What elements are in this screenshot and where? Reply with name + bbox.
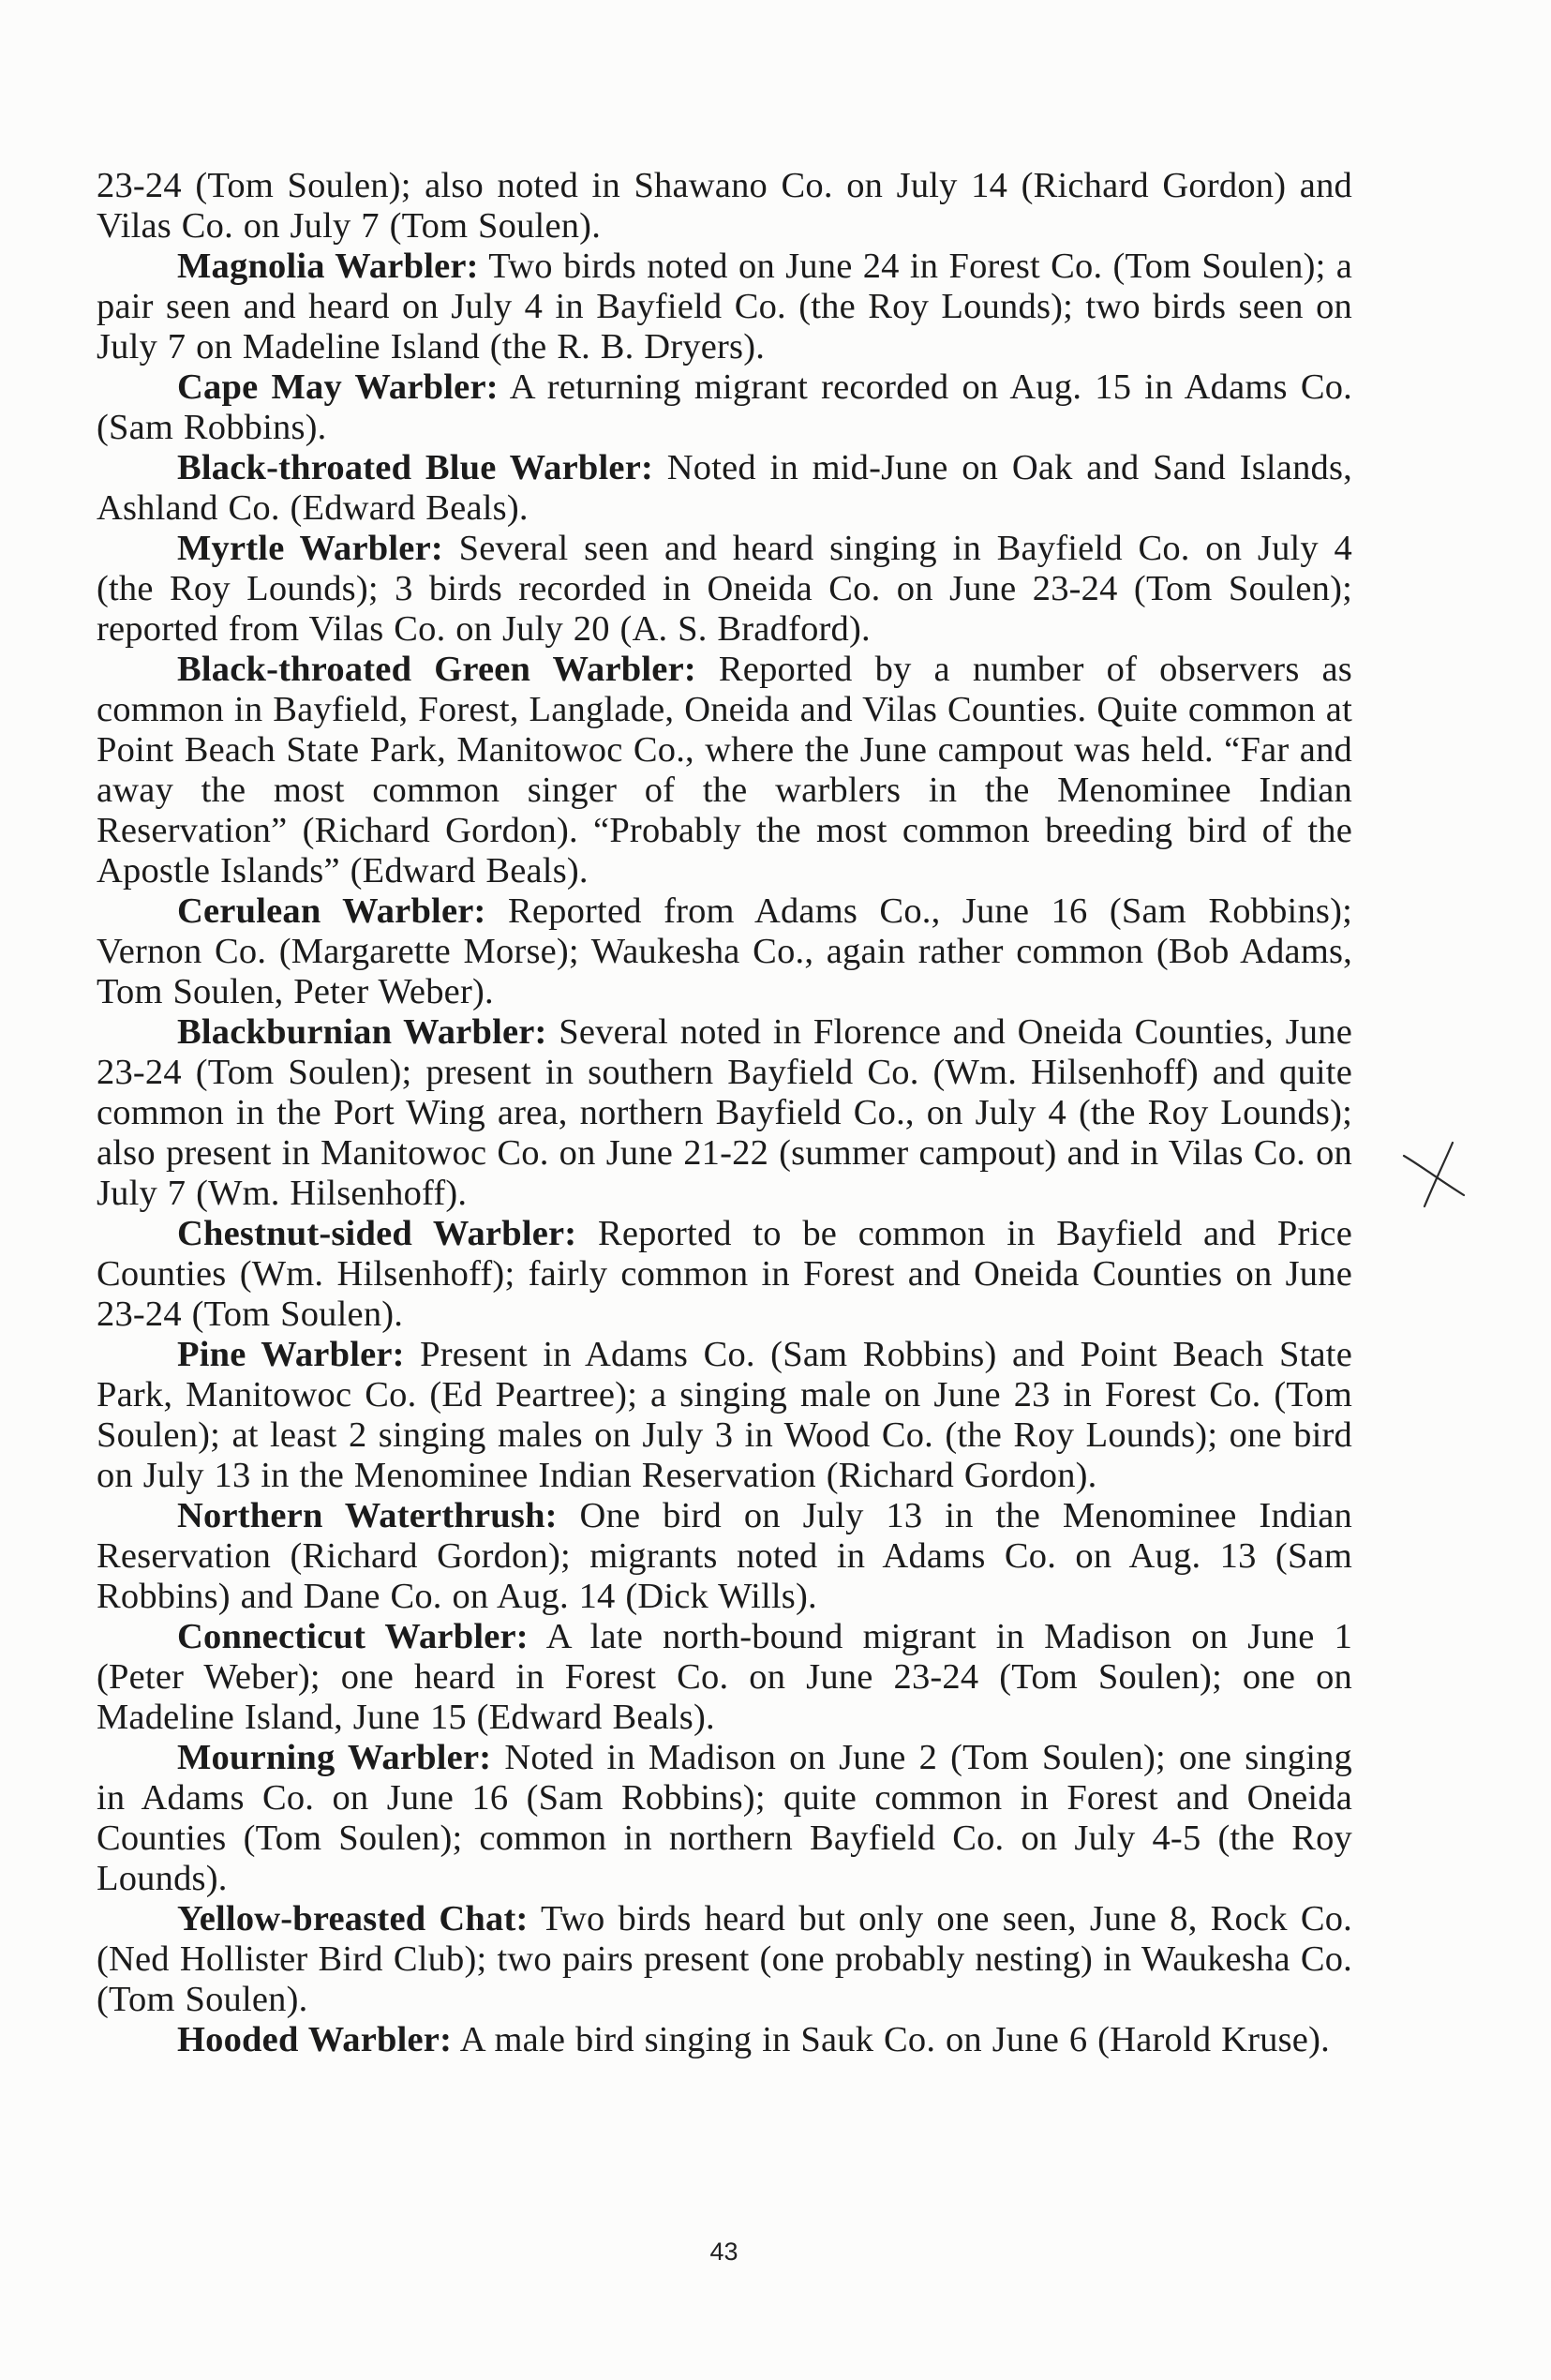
species-name: Black-throated Green Warbler: bbox=[177, 650, 696, 689]
entry-cerulean-warbler bbox=[97, 891, 1352, 1012]
species-text: Reported by a number of observers as common in Bayfield, Forest, Langlade, Oneida and Vilas Counties. Quite common at Point Beach State Park, Manitowoc Co., where the June campout was held. “Far and away the most common singer of the warblers in the Menominee Indian Reservation” (Richard Gordon). “Probably the most common breeding bird of the Apostle Islands” (Edward Beals). bbox=[97, 650, 1352, 891]
species-name: Yellow-breasted Chat: bbox=[177, 1899, 529, 1938]
entry-pine-warbler bbox=[97, 1335, 1352, 1496]
species-text: Reported from Adams Co., June 16 (Sam Robbins); Vernon Co. (Margarette Morse); Waukesha Co., again rather common (Bob Adams, Tom Soulen, Peter Weber). bbox=[97, 891, 1352, 1011]
species-text: A late north-bound migrant in Madison on June 1 (Peter Weber); one heard in Forest Co. on June 23-24 (Tom Soulen); one on Madeline Island, June 15 (Edward Beals). bbox=[97, 1617, 1353, 1737]
species-text: Reported to be common in Bayfield and Price Counties (Wm. Hilsenhoff); fairly common in Forest and Oneida Counties on June 23-24 (Tom Soulen). bbox=[97, 1214, 1352, 1334]
entry-black-throated-green-warbler bbox=[97, 650, 1352, 891]
entry-cape-may-warbler bbox=[97, 367, 1352, 448]
species-name: Cerulean Warbler: bbox=[177, 891, 486, 931]
species-text: Several noted in Florence and Oneida Counties, June 23-24 (Tom Soulen); present in southern Bayfield Co. (Wm. Hilsenhoff) and quite common in the Port Wing area, northern Bayfield Co., on July 4 (the Roy Lounds); also present in Manitowoc Co. on June 21-22 (summer campout) and in Vilas Co. on July 7 (Wm. Hilsenhoff). bbox=[97, 1012, 1352, 1213]
species-name: Black-throated Blue Warbler: bbox=[177, 448, 654, 487]
species-name: Chestnut-sided Warbler: bbox=[177, 1214, 577, 1253]
species-text: Two birds heard but only one seen, June 8, Rock Co. (Ned Hollister Bird Club); two pairs present (one probably nesting) in Waukesha Co. (Tom Soulen). bbox=[97, 1899, 1352, 2019]
species-text: One bird on July 13 in the Menominee Indian Reservation (Richard Gordon); migrants noted in Adams Co. on Aug. 13 (Sam Robbins) and Dane Co. on Aug. 14 (Dick Wills). bbox=[97, 1496, 1352, 1616]
species-text: Several seen and heard singing in Bayfield Co. on July 4 (the Roy Lounds); 3 birds recorded in Oneida Co. on June 23-24 (Tom Soulen); reported from Vilas Co. on July 20 (A. S. Bradford). bbox=[97, 529, 1353, 649]
species-name: Cape May Warbler: bbox=[177, 367, 499, 407]
species-name: Blackburnian Warbler: bbox=[177, 1012, 547, 1052]
entry-yellow-breasted-chat bbox=[97, 1899, 1352, 2020]
page-number: 43 bbox=[709, 2238, 738, 2266]
species-name: Myrtle Warbler: bbox=[177, 529, 443, 568]
handwritten-x-mark-icon bbox=[1396, 1137, 1471, 1212]
species-text: Noted in Madison on June 2 (Tom Soulen); one singing in Adams Co. on June 16 (Sam Robbins); quite common in Forest and Oneida Counties (Tom Soulen); common in northern Bayfield Co. on July 4-5 (the Roy Lounds). bbox=[97, 1738, 1352, 1898]
entry-chestnut-sided-warbler bbox=[97, 1214, 1352, 1335]
entry-connecticut-warbler bbox=[97, 1617, 1352, 1738]
species-text: A returning migrant recorded on Aug. 15 in Adams Co. (Sam Robbins). bbox=[97, 367, 1352, 447]
opening-paragraph: 23-24 (Tom Soulen); also noted in Shawano Co. on July 14 (Richard Gordon) and Vilas Co. on July 7 (Tom Soulen). bbox=[97, 166, 1352, 246]
species-text: A male bird singing in Sauk Co. on June 6 (Harold Kruse). bbox=[452, 2020, 1330, 2059]
species-name: Northern Waterthrush: bbox=[177, 1496, 558, 1535]
entry-mourning-warbler bbox=[97, 1738, 1352, 1899]
entry-myrtle-warbler bbox=[97, 529, 1352, 650]
entry-black-throated-blue-warbler bbox=[97, 448, 1352, 529]
species-text: Noted in mid-June on Oak and Sand Islands, Ashland Co. (Edward Beals). bbox=[97, 448, 1352, 528]
entry-magnolia-warbler bbox=[97, 247, 1352, 367]
entry-hooded-warbler bbox=[97, 2020, 1352, 2060]
entry-northern-waterthrush bbox=[97, 1496, 1352, 1617]
species-name: Magnolia Warbler: bbox=[177, 247, 479, 286]
species-name: Connecticut Warbler: bbox=[177, 1617, 529, 1656]
species-name: Mourning Warbler: bbox=[177, 1738, 492, 1777]
species-name: Pine Warbler: bbox=[177, 1335, 405, 1374]
species-text: Two birds noted on June 24 in Forest Co. (Tom Soulen); a pair seen and heard on July 4 in Bayfield Co. (the Roy Lounds); two birds seen on July 7 on Madeline Island (the R. B. Dryers). bbox=[97, 247, 1353, 367]
entry-blackburnian-warbler bbox=[97, 1012, 1352, 1214]
species-text: Present in Adams Co. (Sam Robbins) and Point Beach State Park, Manitowoc Co. (Ed Peartree); a singing male on June 23 in Forest Co. (Tom Soulen); at least 2 singing males on July 3 in Wood Co. (the Roy Lounds); one bird on July 13 in the Menominee Indian Reservation (Richard Gordon). bbox=[97, 1335, 1352, 1495]
body-text bbox=[97, 166, 1352, 2060]
species-name: Hooded Warbler: bbox=[177, 2020, 453, 2059]
